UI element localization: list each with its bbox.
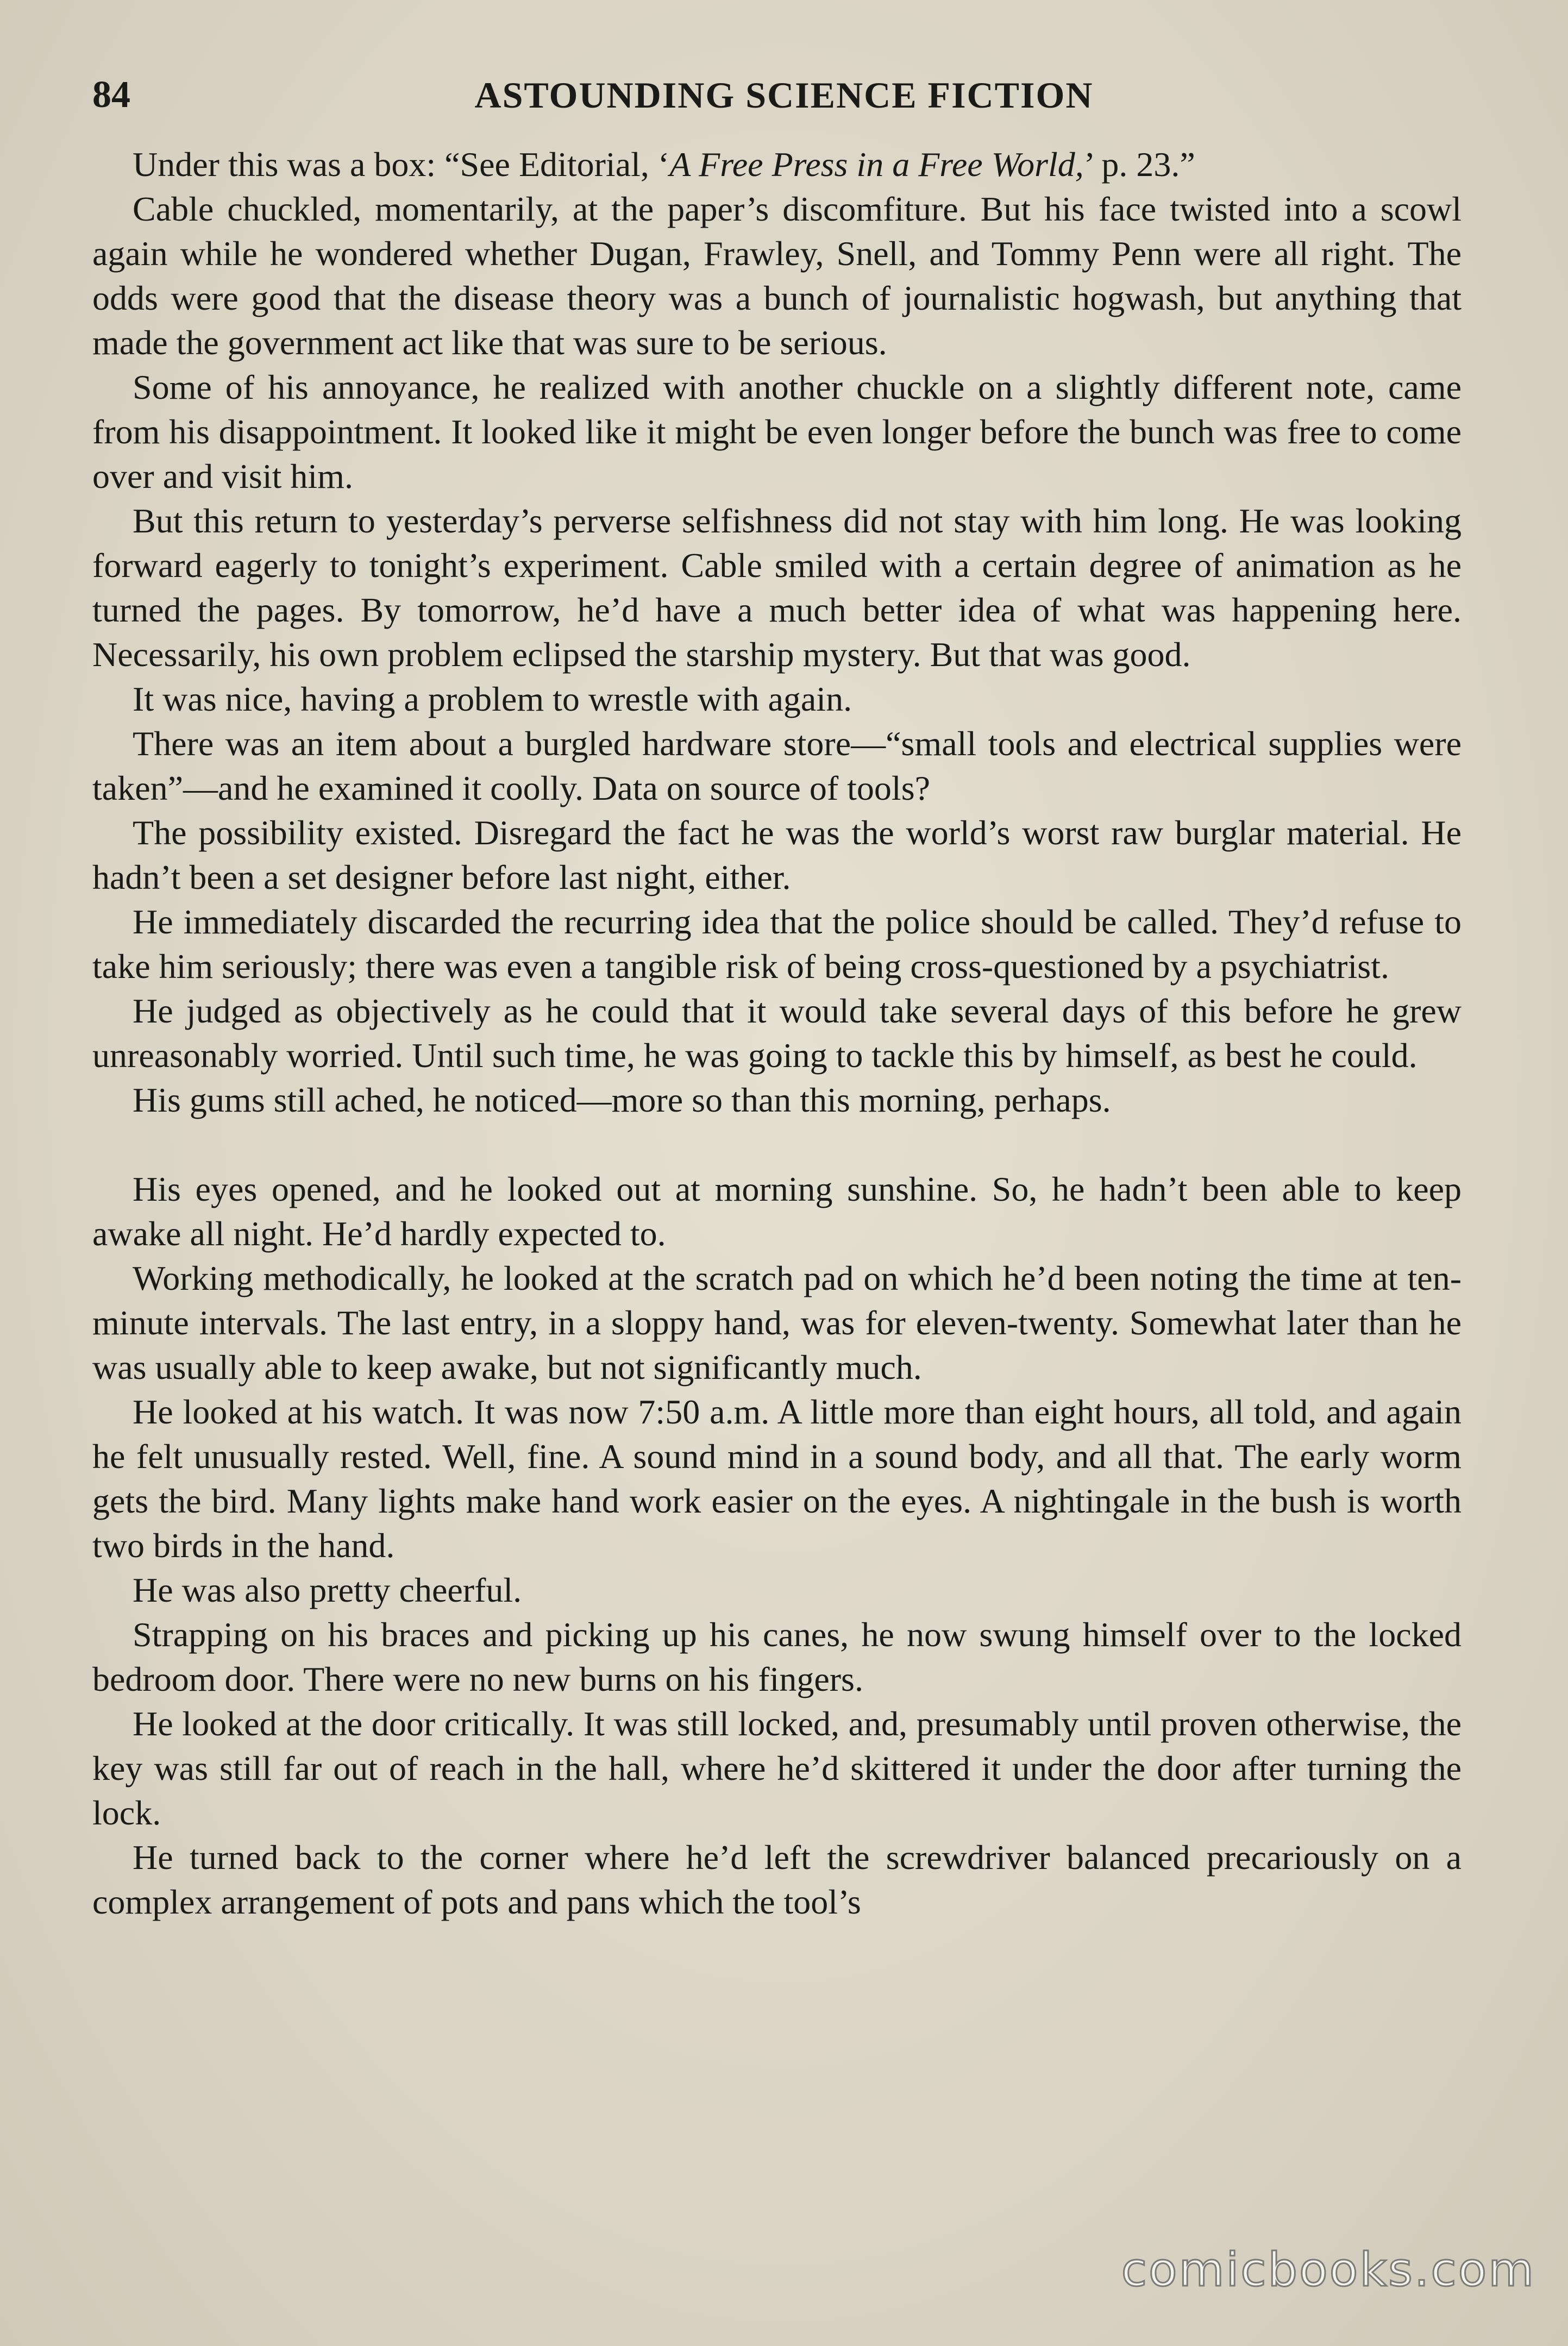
paragraph: Working methodically, he looked at the scratch pad on which he’d been noting the time at ten-minute intervals. The last entry, in a sloppy hand, was for eleven-twenty. Somewhat later than he was usually able to keep awake, but not significantly much. bbox=[92, 1259, 1462, 1387]
paragraph: Strapping on his braces and picking up his canes, he now swung himself over to the locked bedroom door. There were no new burns on his fingers. bbox=[92, 1615, 1462, 1698]
paragraph: His gums still ached, he noticed—more so than this morning, perhaps. bbox=[133, 1081, 1111, 1119]
body-text bbox=[92, 142, 1462, 1924]
paragraph: Cable chuckled, momentarily, at the paper’s discomfiture. But his face twisted into a scowl again while he wondered whether Dugan, Frawley, Snell, and Tommy Penn were all right. The odds were good that the disease theory was a bunch of journalistic hogwash, but anything that made the government act like that was sure to be serious. bbox=[92, 190, 1462, 362]
paragraph: He judged as objectively as he could that it would take several days of this before he grew unreasonably worried. Until such time, he was going to tackle this by himself, as best he could. bbox=[92, 992, 1462, 1075]
paragraph: The possibility existed. Disregard the fact he was the world’s worst raw burglar material. He hadn’t been a set designer before last night, either. bbox=[92, 813, 1462, 896]
paragraph: He looked at his watch. It was now 7:50 a.m. A little more than eight hours, all told, and again he felt unusually rested. Well, fine. A sound mind in a sound body, and all that. The early worm gets the bird. Many lights make hand work easier on the eyes. A nightingale in the bush is worth two birds in the hand. bbox=[92, 1392, 1462, 1565]
paragraph: It was nice, having a problem to wrestle with again. bbox=[133, 680, 852, 718]
paragraph: He immediately discarded the recurring idea that the police should be called. They’d refuse to take him seriously; there was even a tangible risk of being cross-questioned by a psychiatrist. bbox=[92, 902, 1462, 986]
editorial-title: A Free Press in a Free World, bbox=[669, 145, 1084, 184]
paragraph: Under this was a box: “See Editorial, ‘A Free Press in a Free World,’ p. 23.” bbox=[133, 145, 1195, 184]
running-head: ASTOUNDING SCIENCE FICTION bbox=[474, 74, 1094, 116]
paragraph: His eyes opened, and he looked out at morning sunshine. So, he hadn’t been able to keep awake all night. He’d hardly expected to. bbox=[92, 1170, 1462, 1253]
paragraph: He was also pretty cheerful. bbox=[133, 1571, 522, 1609]
page-header bbox=[92, 65, 1476, 125]
paragraph: Some of his annoyance, he realized with another chuckle on a slightly different note, came from his disappointment. It looked like it might be even longer before the bunch was free to come over and visit him. bbox=[92, 368, 1462, 495]
paragraph: There was an item about a burgled hardware store—“small tools and electrical supplies were taken”—and he examined it coolly. Data on source of tools? bbox=[92, 724, 1462, 807]
paragraph: He looked at the door critically. It was still locked, and, presumably until proven otherwise, the key was still far out of reach in the hall, where he’d skittered it under the door after turning the lock. bbox=[92, 1704, 1462, 1832]
paragraph: He turned back to the corner where he’d left the screwdriver balanced precariously on a complex arrangement of pots and pans which the tool’s bbox=[92, 1838, 1462, 1921]
paragraph: But this return to yesterday’s perverse selfishness did not stay with him long. He was looking forward eagerly to tonight’s experiment. Cable smiled with a certain degree of animation as he turned the pages. By tomorrow, he’d have a much better idea of what was happening here. Necessarily, his own problem eclipsed the starship mystery. But that was good. bbox=[92, 501, 1462, 674]
page-number: 84 bbox=[92, 74, 130, 116]
watermark: comicbooks.com bbox=[1121, 2243, 1535, 2297]
